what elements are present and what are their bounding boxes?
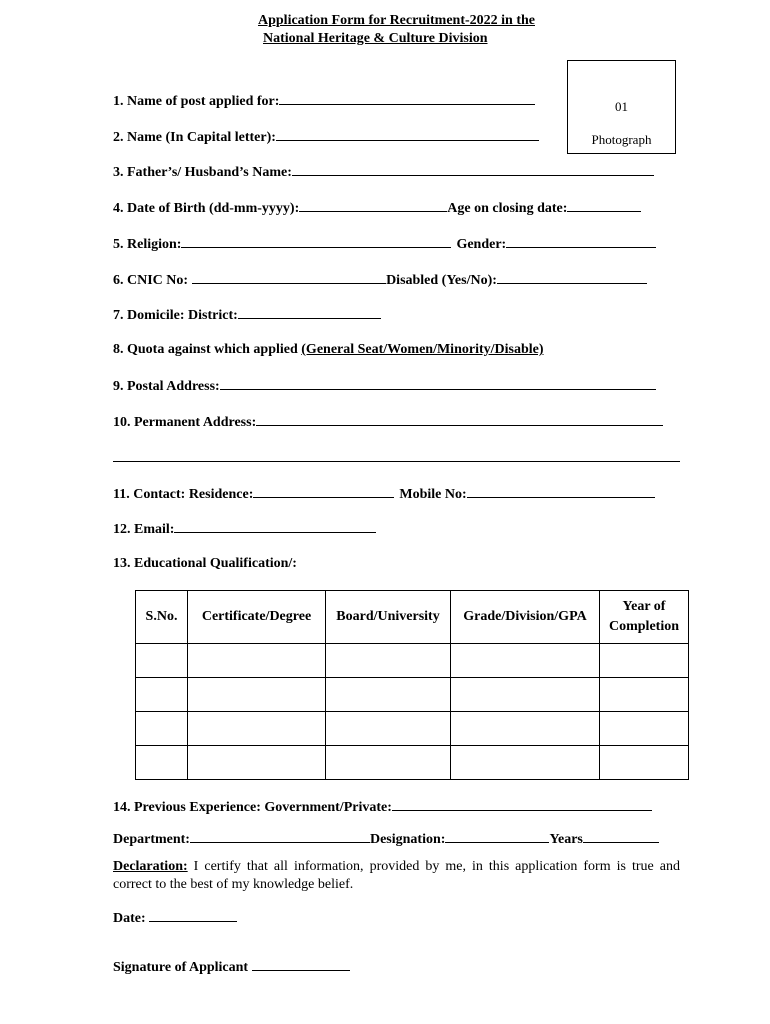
label-cnic: 6. CNIC No: [113, 273, 189, 288]
form-title-line-2: National Heritage & Culture Division [263, 31, 488, 46]
field-experience [113, 798, 652, 816]
table-cell[interactable] [451, 644, 600, 678]
table-cell[interactable] [326, 746, 451, 780]
input-line-cnic[interactable] [192, 271, 386, 284]
field-religion [113, 235, 656, 253]
label-mobile: Mobile No: [399, 487, 467, 502]
column-header-certificate: Certificate/Degree [188, 591, 326, 644]
declaration-label: Declaration: [113, 859, 188, 874]
field-date [113, 909, 237, 927]
table-row [136, 712, 689, 746]
input-line-years[interactable] [583, 830, 659, 843]
input-line-mobile[interactable] [467, 485, 655, 498]
table-cell[interactable] [451, 746, 600, 780]
input-line-permanent-address-2[interactable] [113, 461, 680, 462]
input-line-religion[interactable] [181, 235, 451, 248]
input-line-age[interactable] [567, 199, 641, 212]
label-permanent-address: 10. Permanent Address: [113, 415, 257, 430]
label-experience: 14. Previous Experience: Government/Private: [113, 800, 392, 815]
photograph-number: 01 [615, 99, 628, 114]
field-name [113, 128, 539, 146]
table-cell[interactable] [188, 712, 326, 746]
column-header-year: Year of Completion [600, 591, 689, 644]
label-disabled: Disabled (Yes/No): [386, 273, 497, 288]
input-line-department[interactable] [190, 830, 370, 843]
label-father-name: 3. Father’s/ Husband’s Name: [113, 165, 292, 180]
input-line-date[interactable] [149, 909, 237, 922]
label-years: Years [549, 832, 583, 847]
table-cell[interactable] [188, 746, 326, 780]
input-line-experience[interactable] [392, 798, 652, 811]
field-signature [113, 958, 350, 976]
label-dob: 4. Date of Birth (dd-mm-yyyy): [113, 201, 300, 216]
field-education [113, 556, 297, 572]
quota-options: (General Seat/Women/Minority/Disable) [301, 342, 544, 357]
input-line-residence[interactable] [253, 485, 394, 498]
label-date: Date: [113, 911, 150, 926]
table-cell[interactable] [188, 678, 326, 712]
label-residence: 11. Contact: Residence: [113, 487, 254, 502]
input-line-father-name[interactable] [292, 163, 654, 176]
table-cell[interactable] [326, 678, 451, 712]
label-department: Department: [113, 832, 190, 847]
form-title-line-1: Application Form for Recruitment-2022 in the [258, 13, 535, 28]
field-father-name [113, 163, 654, 181]
column-header-sno: S.No. [136, 591, 188, 644]
table-cell[interactable] [600, 746, 689, 780]
input-line-permanent-address[interactable] [256, 413, 663, 426]
field-domicile [113, 306, 381, 324]
label-signature: Signature of Applicant [113, 960, 252, 975]
input-line-signature[interactable] [252, 958, 350, 971]
declaration-text: I certify that all information, provided by me, in this application form is true and correct to the best of my knowledge belief. [113, 859, 680, 892]
table-cell[interactable] [451, 678, 600, 712]
table-cell[interactable] [136, 712, 188, 746]
photograph-box [567, 60, 676, 154]
table-cell[interactable] [136, 746, 188, 780]
input-line-gender[interactable] [506, 235, 656, 248]
label-postal-address: 9. Postal Address: [113, 379, 220, 394]
input-line-post-applied[interactable] [279, 92, 535, 105]
field-dob [113, 199, 641, 217]
table-cell[interactable] [600, 678, 689, 712]
table-cell[interactable] [136, 644, 188, 678]
label-age: Age on closing date: [447, 201, 568, 216]
input-line-postal-address[interactable] [220, 377, 656, 390]
label-religion: 5. Religion: [113, 237, 182, 252]
input-line-name[interactable] [276, 128, 539, 141]
table-row [136, 678, 689, 712]
table-cell[interactable] [188, 644, 326, 678]
field-cnic [113, 271, 647, 289]
label-gender: Gender: [456, 237, 507, 252]
table-row [136, 746, 689, 780]
declaration [113, 858, 680, 894]
label-post-applied: 1. Name of post applied for: [113, 94, 280, 109]
table-cell[interactable] [326, 712, 451, 746]
input-line-domicile[interactable] [238, 306, 381, 319]
column-header-grade: Grade/Division/GPA [451, 591, 600, 644]
table-cell[interactable] [600, 712, 689, 746]
field-post-applied [113, 92, 535, 110]
label-designation: Designation: [369, 832, 446, 847]
input-line-dob[interactable] [299, 199, 447, 212]
table-cell[interactable] [326, 644, 451, 678]
field-department [113, 830, 659, 848]
field-contact [113, 485, 655, 503]
column-header-board: Board/University [326, 591, 451, 644]
input-line-disabled[interactable] [497, 271, 647, 284]
label-name: 2. Name (In Capital letter): [113, 130, 276, 145]
field-permanent-address [113, 413, 663, 431]
label-education: 13. Educational Qualification/: [113, 556, 297, 571]
label-domicile: 7. Domicile: District: [113, 308, 238, 323]
table-cell[interactable] [136, 678, 188, 712]
input-line-email[interactable] [174, 520, 376, 533]
label-quota: 8. Quota against which applied [113, 342, 302, 357]
photograph-label: Photograph [591, 132, 652, 147]
input-line-designation[interactable] [445, 830, 549, 843]
field-postal-address [113, 377, 656, 395]
label-email: 12. Email: [113, 522, 175, 537]
field-email [113, 520, 376, 538]
education-table [135, 590, 689, 780]
table-cell[interactable] [451, 712, 600, 746]
field-quota [113, 342, 544, 358]
table-header-row [136, 591, 689, 644]
table-cell[interactable] [600, 644, 689, 678]
table-row [136, 644, 689, 678]
